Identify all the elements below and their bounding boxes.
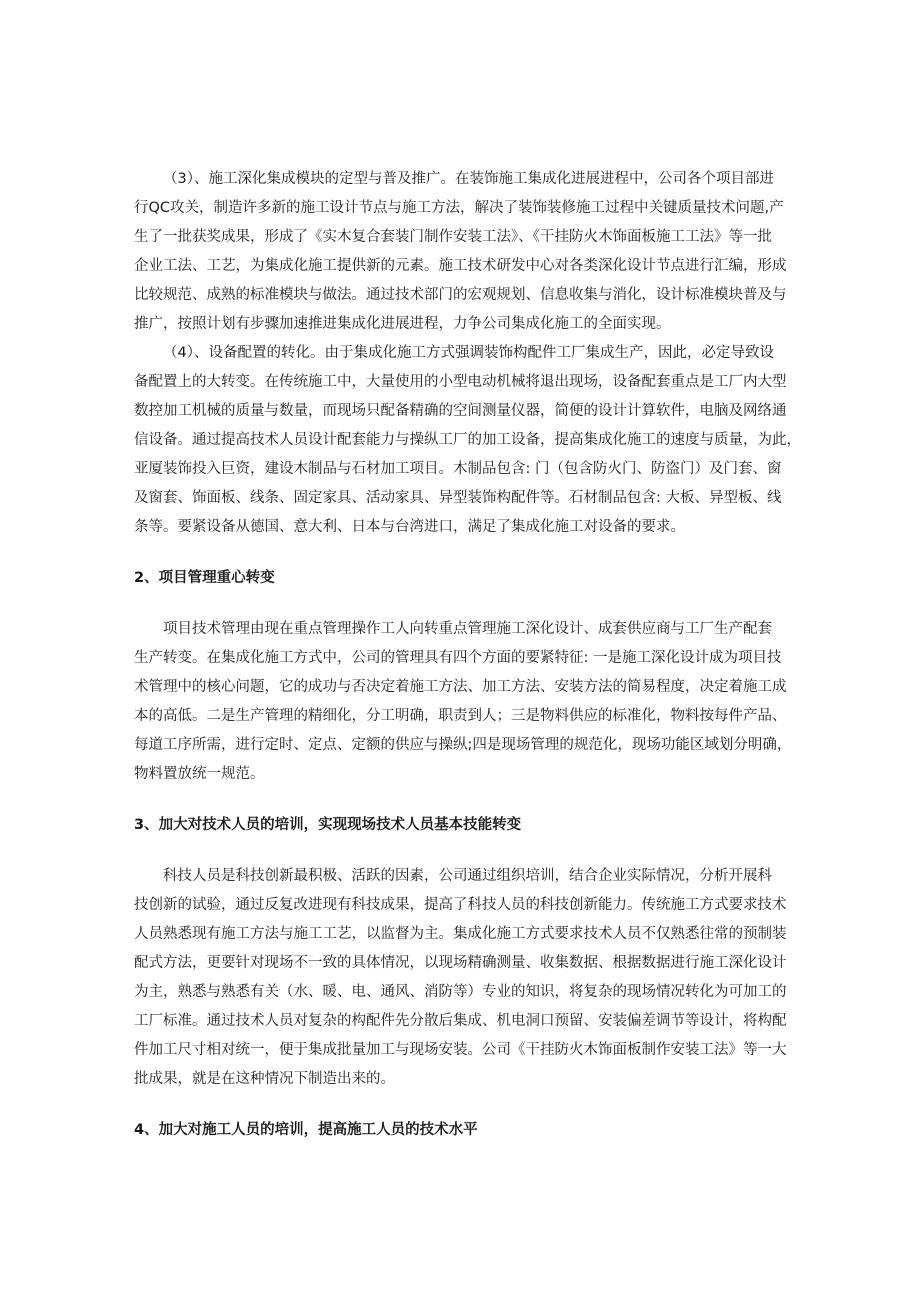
para-3-line-5: 每道工序所需，进行定时、定点、定额的供应与操纵;四是现场管理的规范化，现场功能区域划分明确， xyxy=(134,737,792,753)
para-1-line-4: 企业工法、工艺，为集成化施工提供新的元素。施工技术研发中心对各类深化设计节点进行汇编，形成 xyxy=(134,258,787,274)
para-4-line-4: 配式方法，更要针对现场不一致的具体情况，以现场精确测量、收集数据、根据数据进行施工深化设计 xyxy=(134,955,787,971)
para-3-line-2: 生产转变。在集成化施工方式中，公司的管理具有四个方面的要紧特征: 一是施工深化设计成为项目技 xyxy=(134,650,782,666)
para-3-line-3: 术管理中的核心问题，它的成功与否决定着施工方法、加工方法、安装方法的简易程度，决定着施工成 xyxy=(134,679,787,695)
para-2-line-2: 备配置上的大转变。在传统施工中，大量使用的小型电动机械将退出现场，设备配套重点是工厂内大型 xyxy=(134,374,787,390)
para-1-line-3: 生了一批获奖成果，形成了《实木复合套装门制作安装工法》、《干挂防火木饰面板施工工法》等一批 xyxy=(134,229,772,245)
para-4-line-5: 为主，熟悉与熟悉有关（水、暖、电、通风、消防等）专业的知识，将复杂的现场情况转化为可加工的 xyxy=(134,984,787,1000)
para-1-line-1: （3）、施工深化集成模块的定型与普及推广。在装饰施工集成化进展进程中，公司各个项目部进 xyxy=(163,171,774,187)
heading-construction-training: 4、加大对施工人员的培训，提高施工人员的技术水平 xyxy=(134,1122,478,1138)
para-4-line-3: 人员熟悉现有施工方法与施工工艺，以监督为主。集成化施工方式要求技术人员不仅熟悉往常的预制装 xyxy=(134,926,787,942)
para-2-line-6: 及窗套、饰面板、线条、固定家具、活动家具、异型装饰构配件等。石材制品包含: 大板、异型板、线 xyxy=(134,490,782,506)
para-2-line-4: 信设备。通过提高技术人员设计配套能力与操纵工厂的加工设备，提高集成化施工的速度与质量，为此， xyxy=(134,432,801,448)
para-3-line-4: 本的高低。二是生产管理的精细化，分工明确，职责到人；三是物料供应的标准化，物料按每件产品、 xyxy=(134,708,787,724)
para-2-line-7: 条等。要紧设备从德国、意大利、日本与台湾进口，满足了集成化施工对设备的要求。 xyxy=(134,519,685,535)
para-1-line-6: 推广，按照计划有步骤加速推进集成化进展进程，力争公司集成化施工的全面实现。 xyxy=(134,316,671,332)
para-1-line-5: 比较规范、成熟的标准模块与做法。通过技术部门的宏观规划、信息收集与消化，设计标准模块普及与 xyxy=(134,287,787,303)
para-2-line-1: （4）、设备配置的转化。由于集成化施工方式强调装饰构配件工厂集成生产，因此，必定导致设 xyxy=(163,345,774,361)
para-4-line-2: 技创新的试验，通过反复改进现有科技成果，提高了科技人员的科技创新能力。传统施工方式要求技术 xyxy=(134,897,787,913)
para-1-line-2: 行QC攻关，制造许多新的施工设计节点与施工方法，解决了装饰装修施工过程中关键质量技术问题,产 xyxy=(134,200,784,216)
para-3-line-1: 项目技术管理由现在重点管理操作工人向转重点管理施工深化设计、成套供应商与工厂生产配套 xyxy=(163,621,772,637)
para-4-line-7: 件加工尺寸相对统一，便于集成批量加工与现场安装。公司《干挂防火木饰面板制作安装工法》等一大 xyxy=(134,1042,787,1058)
para-4-line-8: 批成果，就是在这种情况下制造出来的。 xyxy=(134,1071,395,1087)
para-3-line-6: 物料置放统一规范。 xyxy=(134,766,265,782)
para-2-line-3: 数控加工机械的质量与数量，而现场只配备精确的空间测量仪器，简便的设计计算软件，电脑及网络通 xyxy=(134,403,787,419)
para-4-line-6: 工厂标准。通过技术人员对复杂的构配件先分散后集成、机电洞口预留、安装偏差调节等设计，将构配 xyxy=(134,1013,787,1029)
heading-project-management: 2、项目管理重心转变 xyxy=(134,570,275,586)
heading-technical-training: 3、加大对技术人员的培训，实现现场技术人员基本技能转变 xyxy=(134,817,522,833)
para-2-line-5: 亚厦装饰投入巨资，建设木制品与石材加工项目。木制品包含: 门（包含防火门、防盗门）及门套、窗 xyxy=(134,461,782,477)
para-4-line-1: 科技人员是科技创新最积极、活跃的因素，公司通过组织培训，结合企业实际情况，分析开展科 xyxy=(163,868,772,884)
